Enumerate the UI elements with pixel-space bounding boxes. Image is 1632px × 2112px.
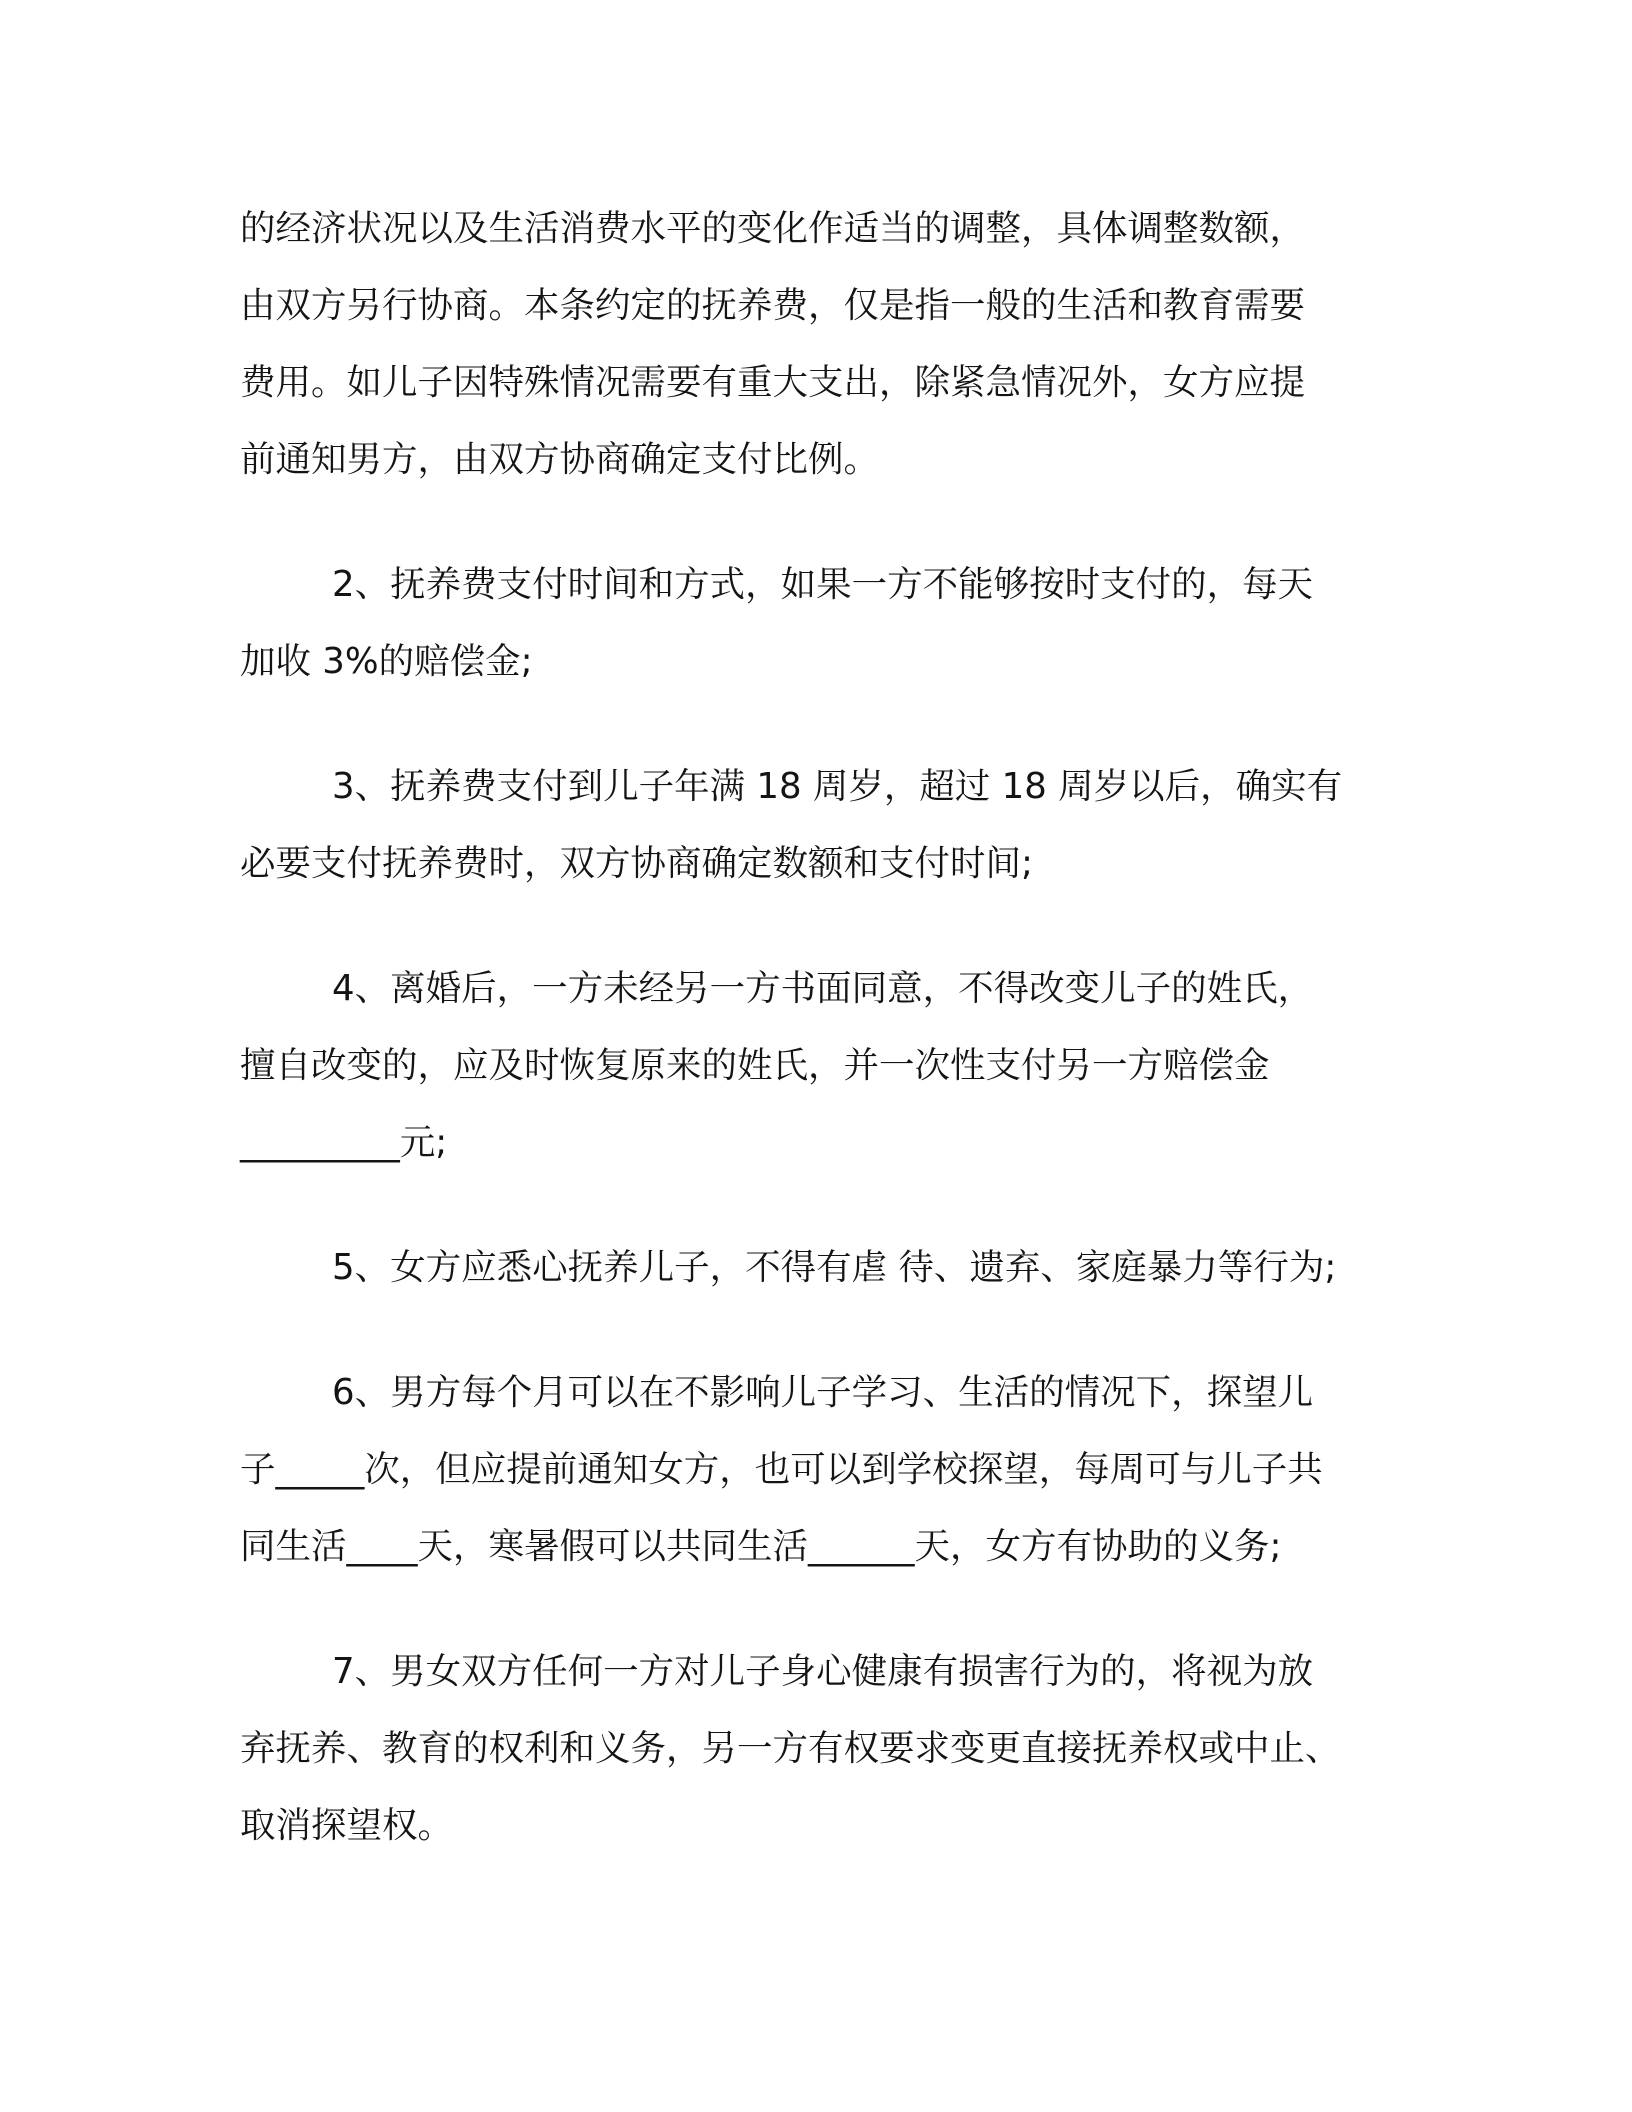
text-line: 取消探望权。	[240, 1805, 454, 1846]
clause-2	[240, 546, 1410, 700]
text-line: 弃抚养、教育的权利和义务，另一方有权要求变更直接抚养权或中止、	[240, 1728, 1341, 1769]
text-line: 3、抚养费支付到儿子年满 18 周岁，超过 18 周岁以后，确实有	[332, 766, 1343, 807]
clause-3	[240, 748, 1410, 902]
clause-7	[240, 1633, 1410, 1864]
text-line: 2、抚养费支付时间和方式，如果一方不能够按时支付的，每天	[332, 564, 1314, 605]
text-line: 由双方另行协商。本条约定的抚养费，仅是指一般的生活和教育需要	[240, 285, 1306, 326]
text-line: 5、女方应悉心抚养儿子，不得有虐 待、遗弃、家庭暴力等行为;	[332, 1247, 1337, 1288]
text-line: 的经济状况以及生活消费水平的变化作适当的调整，具体调整数额，	[240, 208, 1306, 249]
text-line: 必要支付抚养费时，双方协商确定数额和支付时间;	[240, 843, 1033, 884]
text-line: 6、男方每个月可以在不影响儿子学习、生活的情况下，探望儿	[332, 1372, 1314, 1413]
text-line: 同生活____天，寒暑假可以共同生活______天，女方有协助的义务;	[240, 1526, 1282, 1567]
text-line: 7、男女双方任何一方对儿子身心健康有损害行为的，将视为放	[332, 1651, 1314, 1692]
text-line: 加收 3%的赔偿金;	[240, 641, 533, 682]
paragraph-continuation	[240, 190, 1410, 498]
text-line: 费用。如儿子因特殊情况需要有重大支出，除紧急情况外，女方应提	[240, 362, 1306, 403]
text-line: 前通知男方，由双方协商确定支付比例。	[240, 439, 880, 480]
clause-4	[240, 950, 1410, 1181]
text-line: 子_____次，但应提前通知女方，也可以到学校探望，每周可与儿子共	[240, 1449, 1323, 1490]
document-body	[240, 190, 1410, 1912]
text-line: 擅自改变的，应及时恢复原来的姓氏，并一次性支付另一方赔偿金	[240, 1045, 1270, 1086]
clause-5	[240, 1229, 1410, 1306]
text-line: _________元;	[240, 1122, 448, 1163]
clause-6	[240, 1354, 1410, 1585]
text-line: 4、离婚后，一方未经另一方书面同意，不得改变儿子的姓氏，	[332, 968, 1314, 1009]
